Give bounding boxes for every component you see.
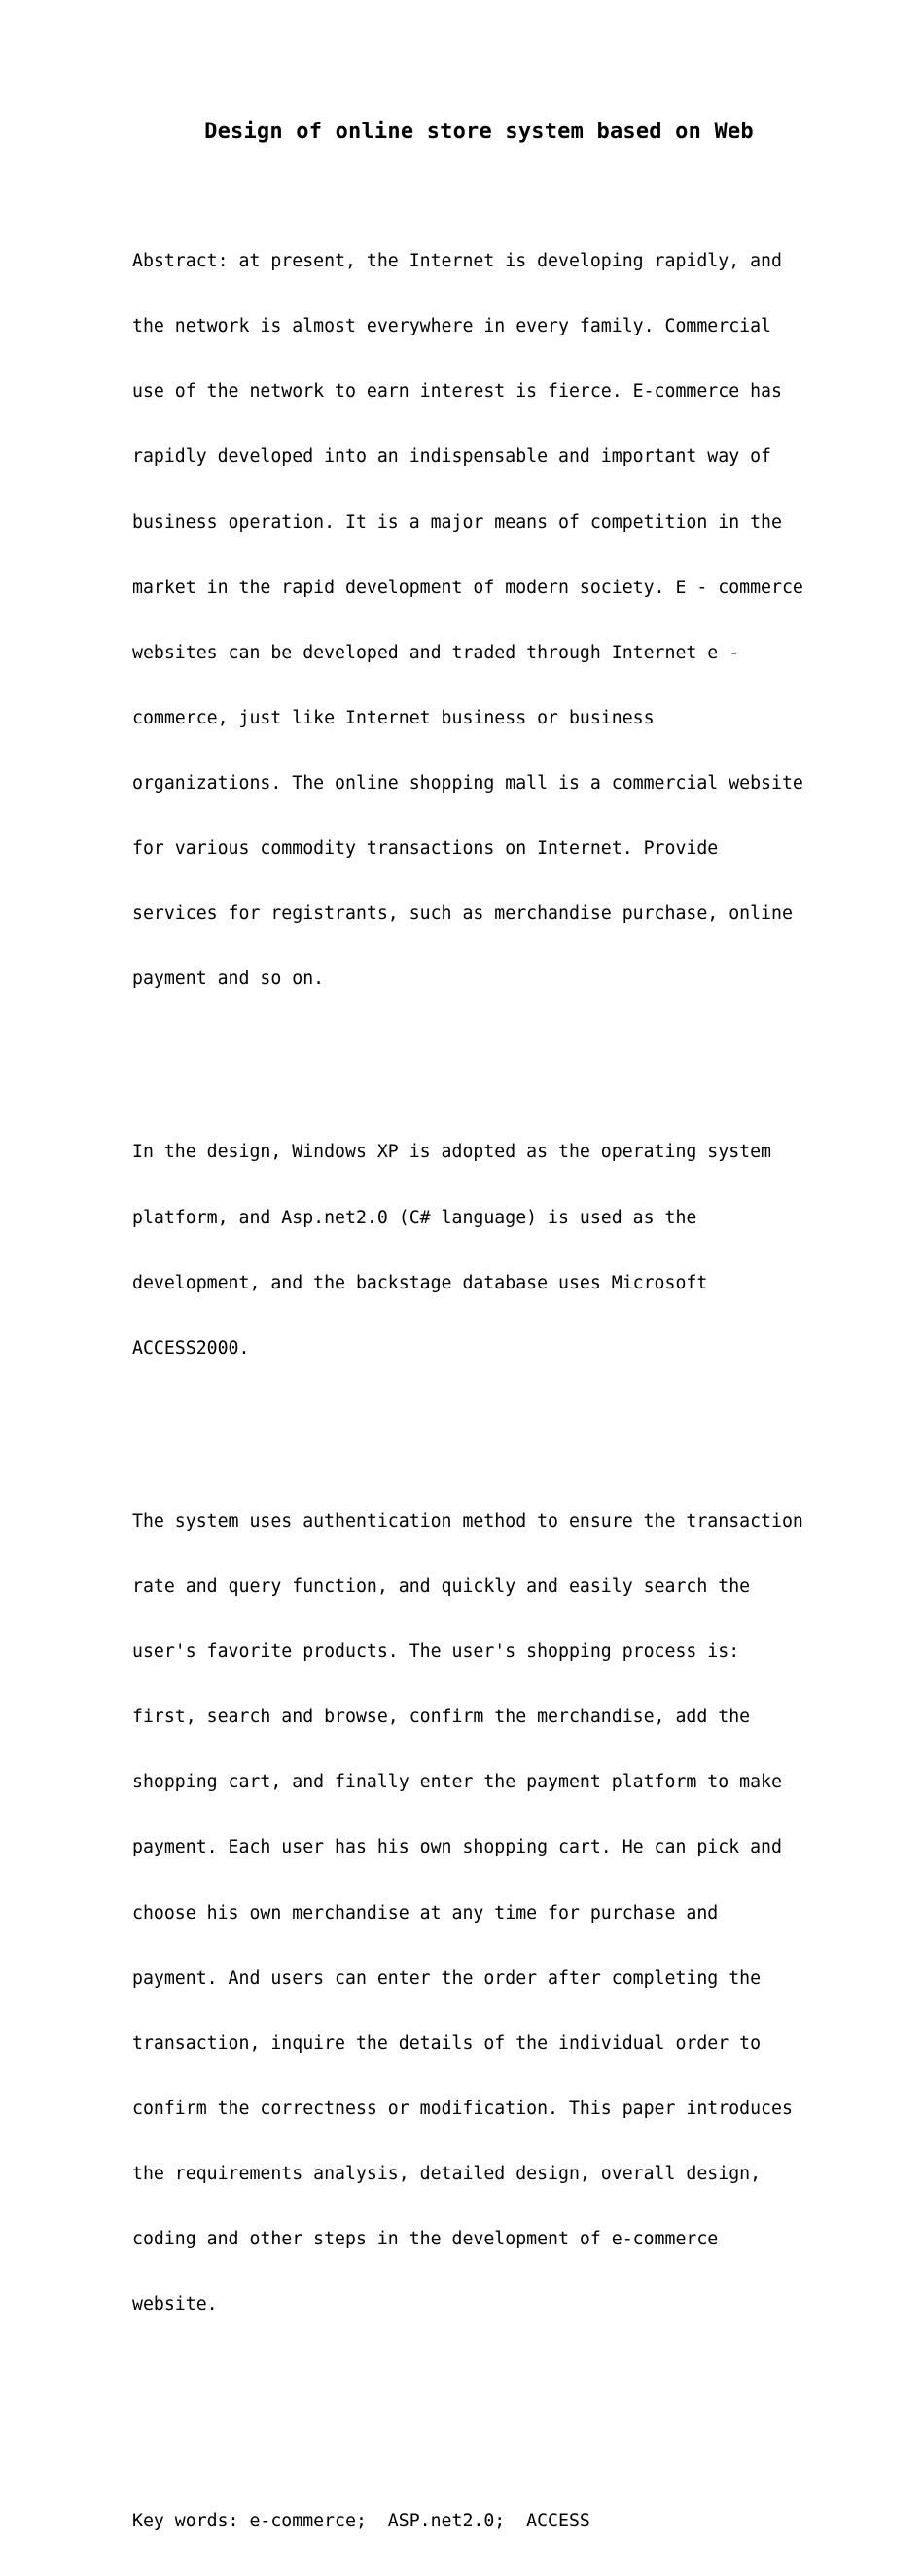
system-line: payment. And users can enter the order after completing the (132, 1967, 762, 1989)
design-line: In the design, Windows XP is adopted as the operating system (132, 1142, 771, 1163)
design-paragraph (132, 1099, 891, 1403)
system-line: transaction, inquire the details of the individual order to (132, 2032, 762, 2054)
abstract-line: websites can be developed and traded through Internet e - (132, 642, 740, 663)
design-line: development, and the backstage database uses Microsoft (132, 1272, 708, 1293)
document-title: Design of online store system based on Web (204, 120, 754, 144)
abstract-line: commerce, just like Internet business or business (132, 707, 655, 728)
document-body (132, 164, 891, 2576)
system-line: confirm the correctness or modification. This paper introduces (132, 2098, 793, 2119)
system-line: website. (132, 2293, 218, 2314)
abstract-line: the network is almost everywhere in every family. Commercial (132, 316, 771, 337)
system-line: user's favorite products. The user's shopping process is: (132, 1641, 740, 1663)
system-line: choose his own merchandise at any time for purchase and (132, 1902, 719, 1923)
system-paragraph (132, 1468, 891, 2359)
abstract-line: business operation. It is a major means of competition in the (132, 512, 782, 533)
abstract-line: payment and so on. (132, 968, 325, 989)
abstract-line: rapidly developed into an indispensable and important way of (132, 446, 771, 468)
system-line: the requirements analysis, detailed design, overall design, (132, 2163, 762, 2184)
abstract-line: market in the rapid development of modern society. E - commerce (132, 577, 803, 598)
system-line: coding and other steps in the development of e-commerce (132, 2228, 719, 2249)
system-line: The system uses authentication method to ensure the transaction (132, 1511, 803, 1533)
abstract-paragraph (132, 208, 891, 1034)
abstract-line: Abstract: at present, the Internet is developing rapidly, and (132, 251, 782, 272)
abstract-line: for various commodity transactions on Internet. Provide (132, 837, 719, 859)
abstract-line: use of the network to earn interest is fierce. E-commerce has (132, 381, 782, 403)
abstract-line: services for registrants, such as merchandise purchase, online (132, 902, 793, 924)
design-line: ACCESS2000. (132, 1337, 250, 1359)
system-line: rate and query function, and quickly and easily search the (132, 1576, 751, 1598)
system-line: shopping cart, and finally enter the payment platform to make (132, 1772, 782, 1793)
design-line: platform, and Asp.net2.0 (C# language) is used as the (132, 1207, 697, 1228)
keywords-line: Key words: e-commerce; ASP.net2.0; ACCESS (132, 2511, 590, 2532)
system-line: first, search and browse, confirm the merchandise, add the (132, 1707, 751, 1728)
system-line: payment. Each user has his own shopping cart. He can pick and (132, 1837, 782, 1858)
abstract-line: organizations. The online shopping mall is a commercial website (132, 772, 803, 794)
blank-line (132, 2424, 891, 2446)
